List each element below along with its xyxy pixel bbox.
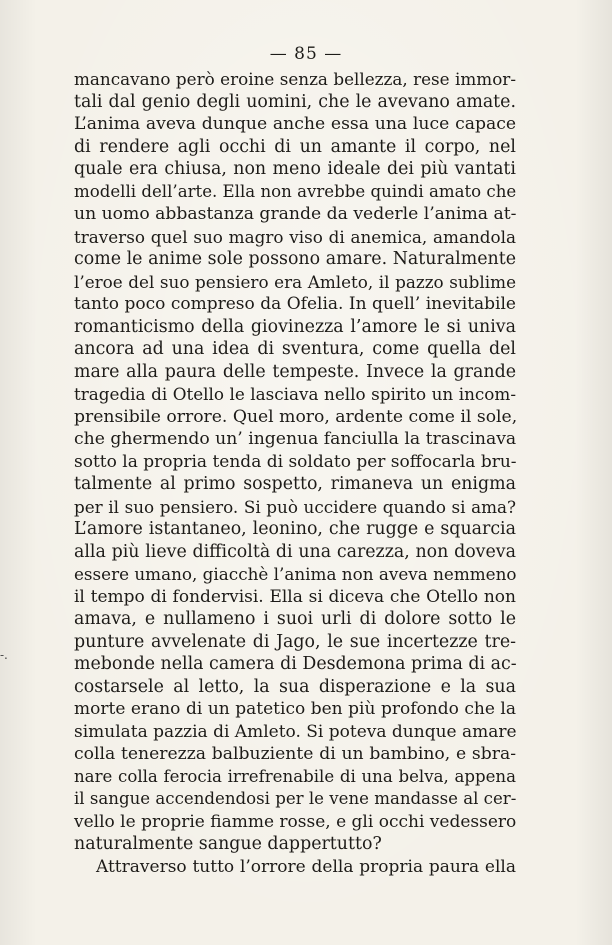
- margin-mark: -.: [0, 648, 8, 662]
- text-line: traverso quel suo magro viso di anemica, amandola: [74, 226, 516, 247]
- text-line: quale era chiusa, non meno ideale dei più vantati: [74, 159, 516, 179]
- text-line: sotto la propria tenda di soldato per soffocarla bru-: [74, 451, 517, 472]
- text-line: tragedia di Otello le lasciava nello spirito un incom-: [74, 384, 516, 404]
- text-line: romanticismo della giovinezza l’amore le si univa: [74, 316, 516, 337]
- text-line: mare alla paura delle tempeste. Invece la grande: [74, 361, 516, 382]
- text-line: essere umano, giacchè l’anima non aveva nemmeno: [74, 564, 517, 584]
- text-line: modelli dell’arte. Ella non avrebbe quindi amato che: [74, 181, 517, 201]
- text-line: il tempo di fondervisi. Ella si diceva che Otello non: [74, 586, 516, 607]
- text-line: costarsele al letto, la sua disperazione e la sua: [74, 676, 516, 697]
- text-line: mebonde nella camera di Desdemona prima di ac-: [74, 654, 517, 674]
- text-line: punture avvelenate di Jago, le sue incertezze tre-: [74, 631, 516, 652]
- text-line: talmente al primo sospetto, rimaneva un enigma: [74, 474, 516, 494]
- text-line: alla più lieve difficoltà di una carezza, non doveva: [74, 541, 516, 562]
- text-line: per il suo pensiero. Si può uccidere quando si ama?: [74, 496, 516, 517]
- text-line: mancavano però eroine senza bellezza, rese immor-: [74, 69, 516, 89]
- text-line: vello le proprie fiamme rosse, e gli occhi vedessero: [74, 811, 517, 832]
- text-line: un uomo abbastanza grande da vederle l’anima at-: [74, 204, 517, 224]
- text-line: ancora ad una idea di sventura, come quella del: [74, 339, 516, 359]
- text-line: come le anime sole possono amare. Naturalmente: [74, 249, 516, 269]
- text-line: amava, e nullameno i suoi urli di dolore sotto le: [74, 609, 516, 629]
- text-line: L’anima aveva dunque anche essa una luce capace: [74, 114, 516, 134]
- text-line: tali dal genio degli uomini, che le avevano amate.: [74, 91, 516, 112]
- text-line: che ghermendo un’ ingenua fanciulla la trascinava: [74, 429, 517, 449]
- text-line: di rendere agli occhi di un amante il corpo, nel: [74, 136, 516, 157]
- text-line: colla tenerezza balbuziente di un bambino, e sbra-: [74, 744, 516, 764]
- text-line: morte erano di un patetico ben più profondo che la: [74, 699, 516, 719]
- text-line: Attraverso tutto l’orrore della propria paura ella: [96, 856, 516, 877]
- text-line: L’amore istantaneo, leonino, che rugge e squarcia: [74, 519, 516, 539]
- body-text: [74, 68, 516, 878]
- text-line: nare colla ferocia irrefrenabile di una belva, appena: [74, 766, 516, 786]
- text-line: tanto poco compreso da Ofelia. In quell’ inevitabile: [74, 294, 516, 314]
- text-line: prensibile orrore. Quel moro, ardente come il sole,: [74, 406, 518, 427]
- text-line: l’eroe del suo pensiero era Amleto, il pazzo sublime: [74, 271, 516, 292]
- text-line: il sangue accendendosi per le vene mandasse al cer-: [74, 789, 517, 808]
- text-line: simulata pazzia di Amleto. Si poteva dunque amare: [74, 721, 517, 742]
- text-line: naturalmente sangue dappertutto?: [74, 834, 382, 854]
- page-number: — 85 —: [269, 44, 343, 64]
